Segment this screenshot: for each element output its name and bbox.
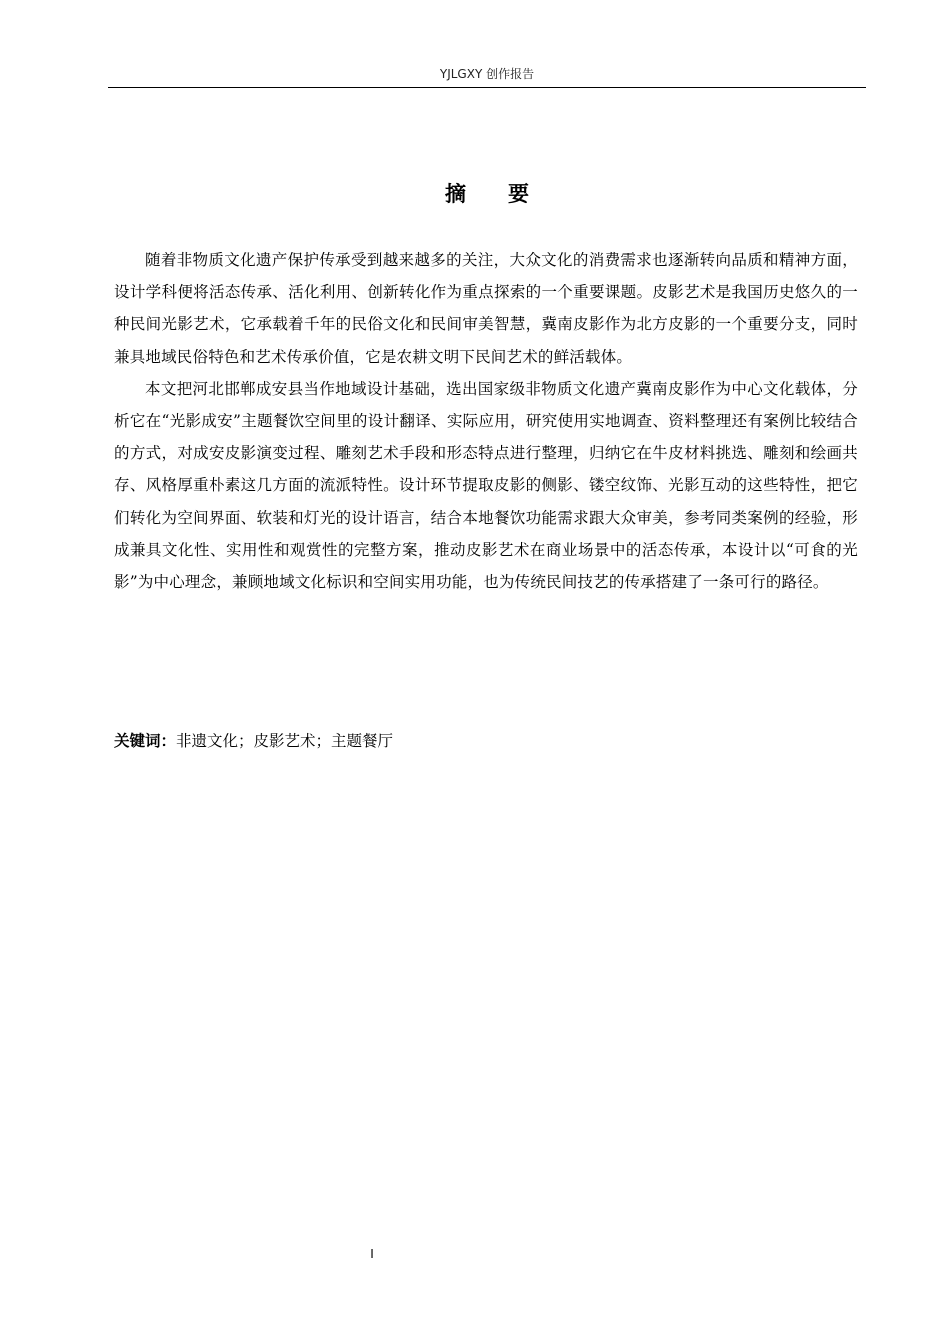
running-header: YJLGXY 创作报告 <box>439 67 535 81</box>
keywords-line <box>114 725 858 757</box>
keywords-value: 非遗文化；皮影艺术；主题餐厅 <box>176 732 394 750</box>
abstract-paragraph-1: 随着非物质文化遗产保护传承受到越来越多的关注，大众文化的消费需求也逐渐转向品质和精神方面，设计学科便将活态传承、活化利用、创新转化作为重点探索的一个重要课题。皮影艺术是我国历史悠久的一种民间光影艺术，它承载着千年的民俗文化和民间审美智慧，冀南皮影作为北方皮影的一个重要分支，同时兼具地域民俗特色和艺术传承价值，它是农耕文明下民间艺术的鲜活载体。 <box>114 251 858 366</box>
keywords-label: 关键词： <box>114 732 177 750</box>
abstract-title <box>108 179 866 209</box>
page-number: I <box>370 1247 374 1261</box>
abstract-paragraph-2: 本文把河北邯郸成安县当作地域设计基础，选出国家级非物质文化遗产冀南皮影作为中心文化载体，分析它在“光影成安”主题餐饮空间里的设计翻译、实际应用，研究使用实地调查、资料整理还有案例比较结合的方式，对成安皮影演变过程、雕刻艺术手段和形态特点进行整理，归纳它在牛皮材料挑选、雕刻和绘画共存、风格厚重朴素这几方面的流派特性。设计环节提取皮影的侧影、镂空纹饰、光影互动的这些特性，把它们转化为空间界面、软装和灯光的设计语言，结合本地餐饮功能需求跟大众审美，参考同类案例的经验，形成兼具文化性、实用性和观赏性的完整方案，推动皮影艺术在商业场景中的活态传承，本设计以“可食的光影”为中心理念，兼顾地域文化标识和空间实用功能，也为传统民间技艺的传承搭建了一条可行的路径。 <box>114 379 858 592</box>
abstract-body <box>114 244 858 598</box>
abstract-title-part1: 摘 <box>445 182 466 206</box>
abstract-title-part2: 要 <box>508 182 529 206</box>
header-divider <box>108 87 866 88</box>
